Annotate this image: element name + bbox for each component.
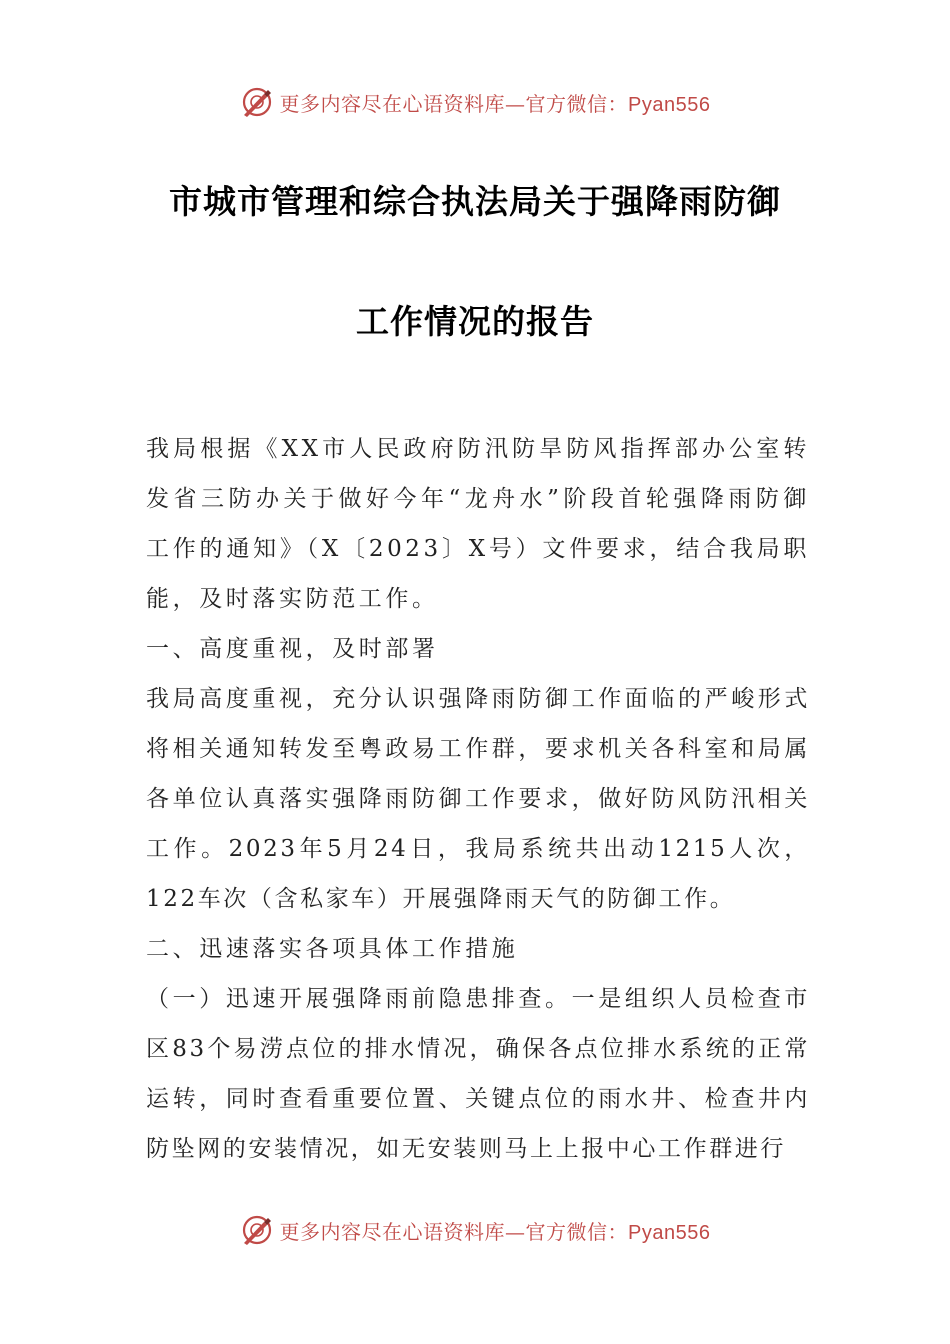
document-title-line-2: 工作情况的报告 — [356, 302, 594, 341]
document-title-line-1: 市城市管理和综合执法局关于强降雨防御 — [169, 182, 781, 221]
wechat-id: Pyan556 — [628, 1221, 711, 1244]
paragraph-section-1: 我局高度重视，充分认识强降雨防御工作面临的严峻形式将相关通知转发至粤政易工作群，要求机关各科室和局属各单位认真落实强降雨防御工作要求，做好防风防汛相关工作。2023年5月24日，我局系统共出动1215人次，122车次（含私家车）开展强降雨天气的防御工作。 — [146, 686, 810, 912]
document-body — [146, 424, 810, 1174]
header-watermark-banner — [0, 82, 950, 122]
footer-watermark-banner — [0, 1210, 950, 1250]
section-heading-2: 二、迅速落实各项具体工作措施 — [146, 936, 519, 962]
watermark-text: 更多内容尽在心语资料库—官方微信：Pyan556 — [279, 91, 711, 116]
watermark-text: 更多内容尽在心语资料库—官方微信：Pyan556 — [279, 1219, 711, 1244]
section-heading-1: 一、高度重视，及时部署 — [146, 636, 439, 662]
paragraph-intro: 我局根据《XX市人民政府防汛防旱防风指挥部办公室转发省三防办关于做好今年“龙舟水”阶段首轮强降雨防御工作的通知》（X〔2023〕X号）文件要求，结合我局职能，及时落实防范工作。 — [146, 436, 810, 612]
wechat-id: Pyan556 — [628, 93, 711, 116]
pen-circle-icon — [240, 85, 274, 119]
pen-circle-icon — [240, 1213, 274, 1247]
paragraph-section-2-1: （一）迅速开展强降雨前隐患排查。一是组织人员检查市区83个易涝点位的排水情况，确保各点位排水系统的正常运转，同时查看重要位置、关键点位的雨水井、检查井内防坠网的安装情况，如无安装则马上上报中心工作群进行 — [146, 986, 810, 1162]
